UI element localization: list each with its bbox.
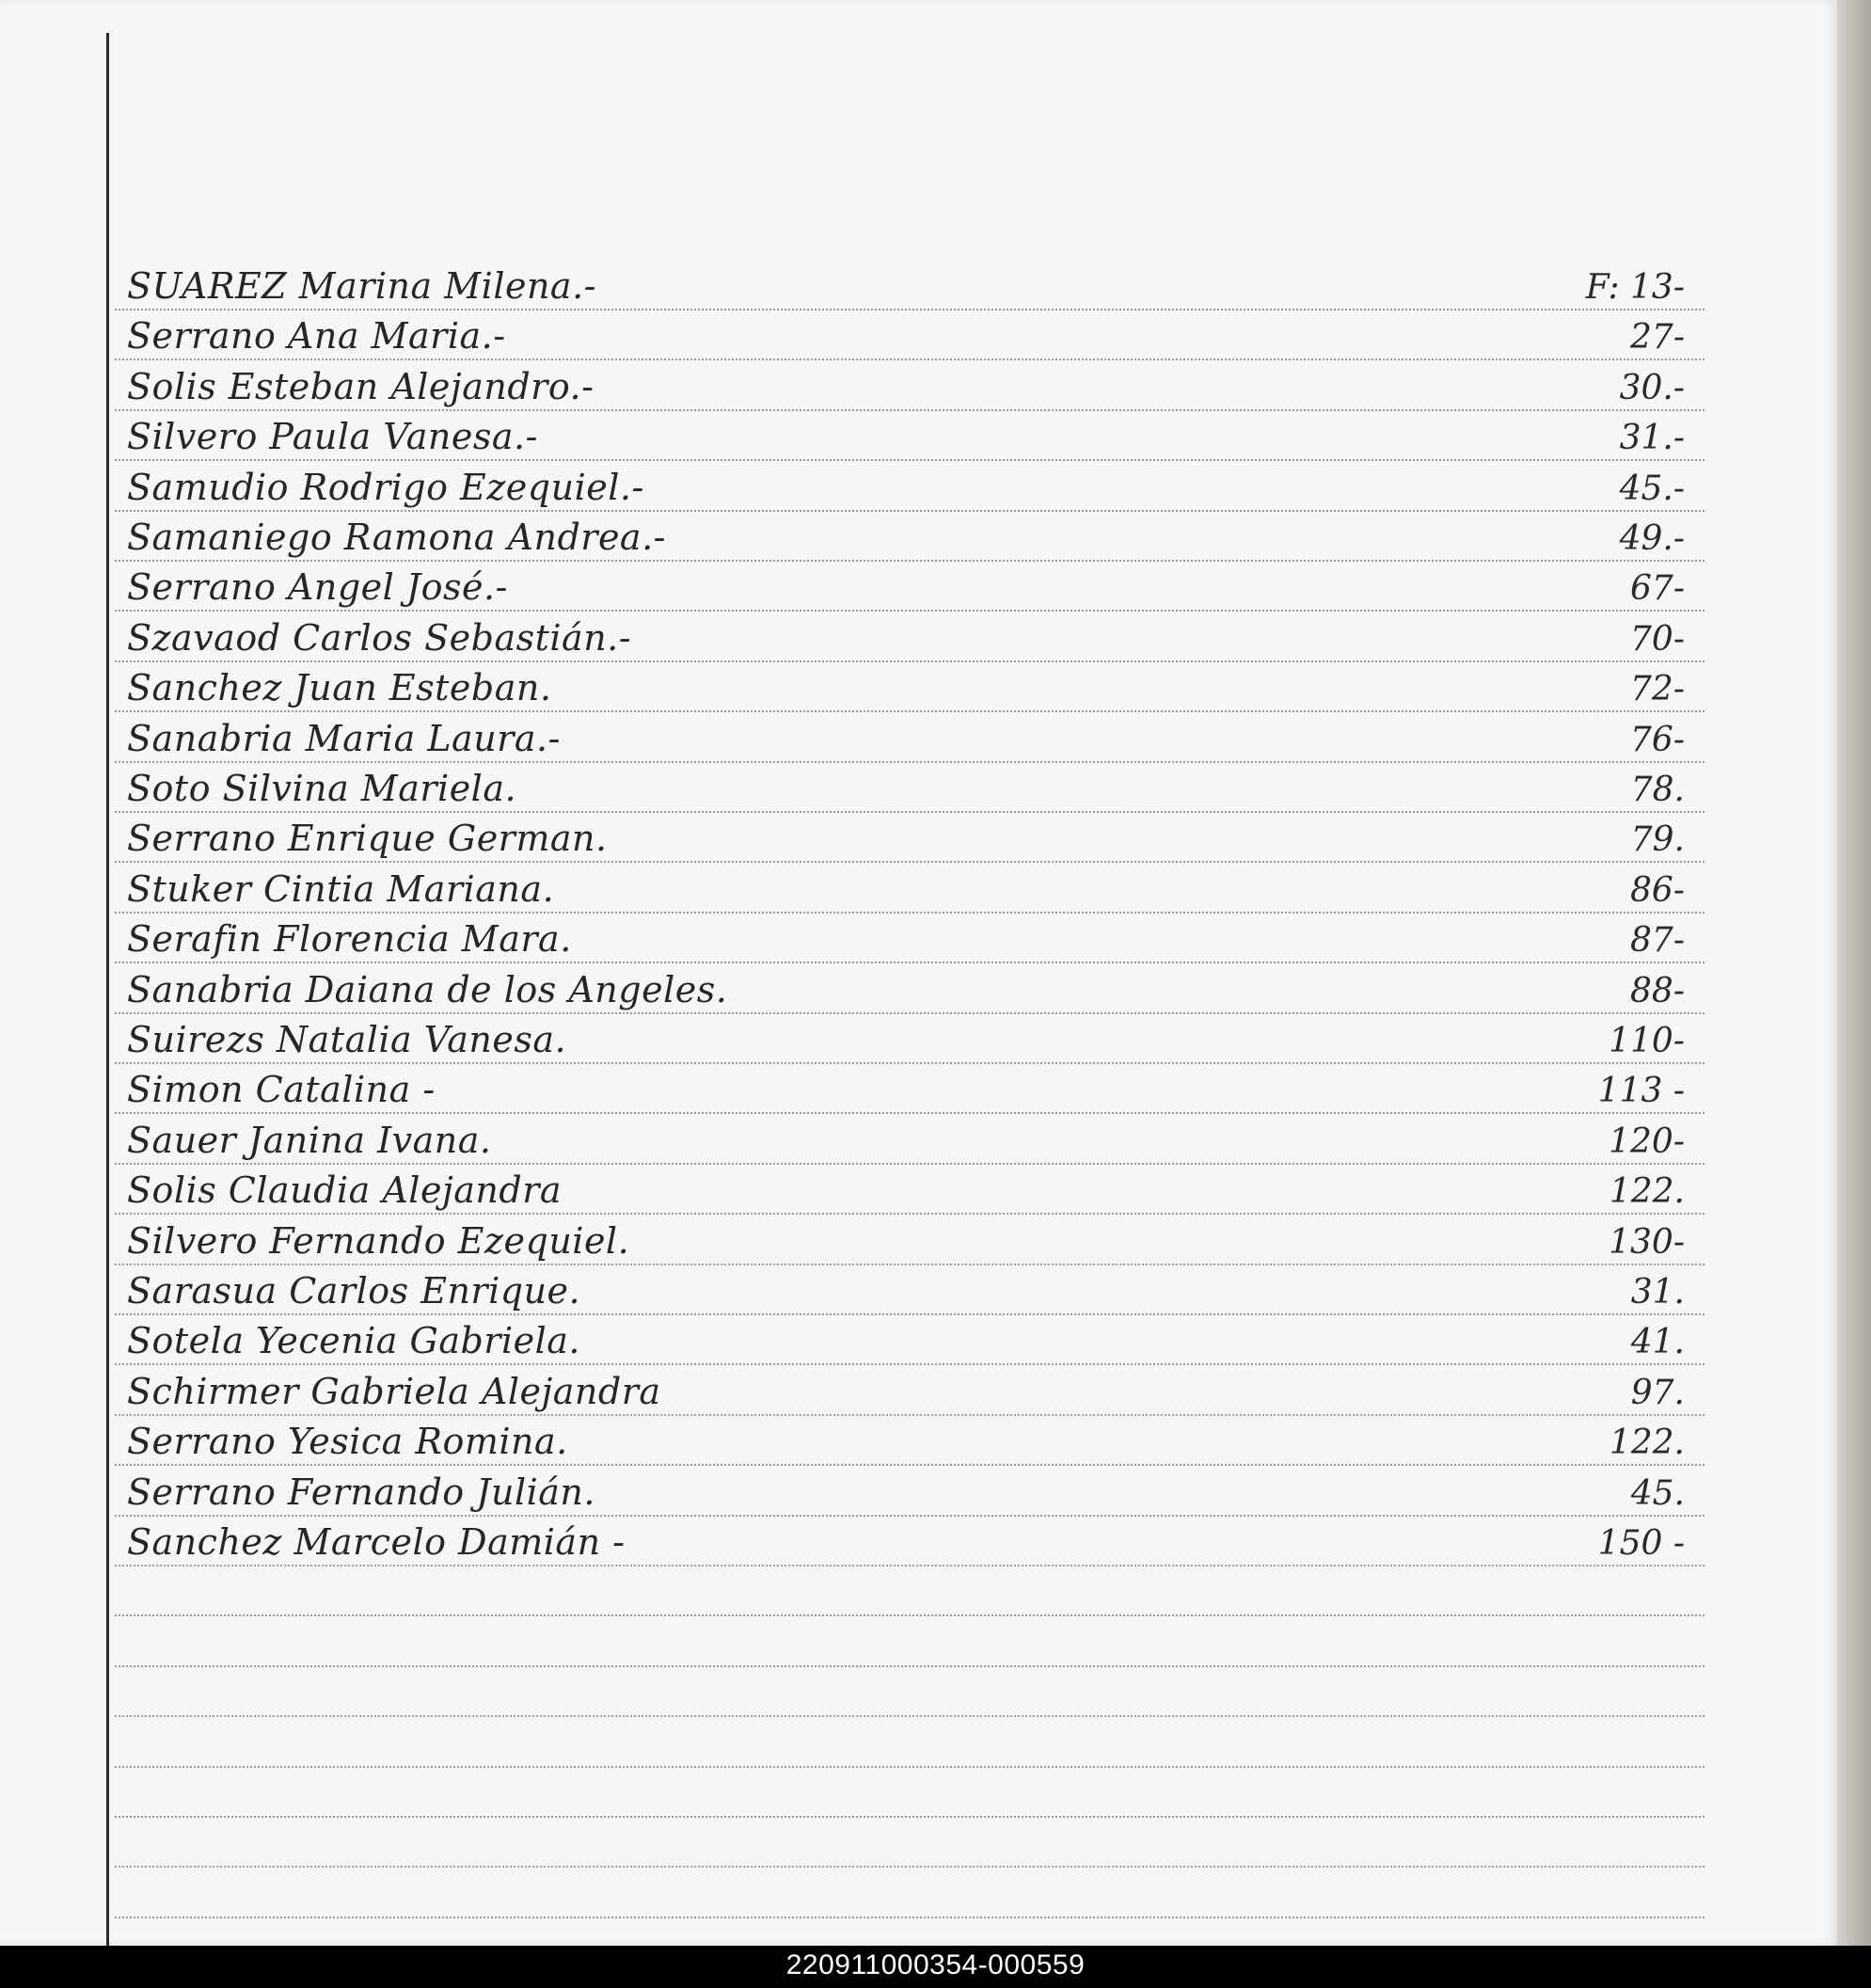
entry-folio: 79. [1630, 820, 1685, 860]
entry-folio: 49.- [1619, 519, 1685, 558]
ruled-line [115, 1866, 1705, 1868]
document-id: 220911000354-000559 [785, 1949, 1086, 1980]
ledger-entry [0, 410, 1837, 459]
entry-folio: 86- [1630, 870, 1685, 910]
ledger-entry [0, 1466, 1837, 1515]
entry-name: Serafin Florencia Mara. [127, 918, 572, 961]
ledger-entry [0, 561, 1837, 610]
entry-name: Serrano Fernando Julián. [127, 1471, 595, 1513]
footer-bar [0, 1946, 1871, 1988]
entry-name: Sanchez Juan Esteban. [127, 667, 552, 709]
ledger-entry [0, 1415, 1837, 1464]
ledger-entry [0, 863, 1837, 912]
entry-folio: 97. [1630, 1373, 1685, 1412]
ledger-entry [0, 913, 1837, 962]
ruled-line [115, 1614, 1705, 1616]
entry-name: Stuker Cintia Mariana. [127, 867, 555, 910]
ledger-entry [0, 461, 1837, 510]
ruled-line [115, 1766, 1705, 1768]
entry-name: Sotela Yecenia Gabriela. [127, 1320, 580, 1362]
entry-folio: 130- [1609, 1222, 1685, 1262]
entry-folio: 72- [1630, 670, 1685, 709]
ledger-entry [0, 1215, 1837, 1264]
ruled-line [115, 1816, 1705, 1818]
ledger-entry [0, 661, 1837, 710]
ledger-entry [0, 1516, 1837, 1565]
entry-folio: F: 13- [1585, 268, 1685, 307]
entry-folio: 76- [1630, 720, 1685, 759]
entry-folio: 31. [1630, 1273, 1685, 1312]
ruled-line [115, 1665, 1705, 1667]
page-stack-edge [1837, 0, 1871, 1946]
entry-folio: 88- [1630, 971, 1685, 1010]
entry-folio: 120- [1609, 1121, 1685, 1161]
entry-name: Sanabria Maria Laura.- [127, 717, 561, 759]
entry-name: Solis Esteban Alejandro.- [127, 365, 595, 407]
ruled-line [115, 1715, 1705, 1717]
entry-name: Samudio Rodrigo Ezequiel.- [127, 466, 644, 508]
ledger-entry [0, 1365, 1837, 1414]
ledger-entry [0, 360, 1837, 409]
ledger-entry [0, 1063, 1837, 1112]
entry-folio: 87- [1630, 921, 1685, 961]
entry-folio: 110- [1609, 1022, 1685, 1060]
entry-folio: 78. [1630, 771, 1685, 809]
ledger-entry [0, 1164, 1837, 1213]
entry-name: Suirezs Natalia Vanesa. [127, 1019, 567, 1060]
entry-name: Silvero Paula Vanesa.- [127, 416, 538, 458]
entry-folio: 41. [1630, 1323, 1685, 1362]
ledger-entry [0, 612, 1837, 660]
entry-name: Sarasua Carlos Enrique. [127, 1270, 581, 1312]
entry-folio: 31.- [1619, 419, 1685, 458]
entry-folio: 45. [1630, 1473, 1685, 1513]
entry-name: Serrano Enrique German. [127, 818, 608, 860]
ruled-line [115, 1565, 1705, 1567]
entry-folio: 45.- [1619, 469, 1685, 508]
entry-name: Sanchez Marcelo Damián - [127, 1521, 626, 1563]
ledger-entry [0, 762, 1837, 811]
ledger-entry [0, 260, 1837, 309]
entry-name: Solis Claudia Alejandra [127, 1169, 563, 1212]
entry-name: Simon Catalina - [127, 1069, 436, 1111]
entry-folio: 27- [1630, 318, 1685, 358]
ruled-line [115, 1916, 1705, 1918]
ledger-entry [0, 1264, 1837, 1313]
entry-name: Serrano Ana Maria.- [127, 315, 506, 358]
ledger-entry [0, 963, 1837, 1012]
ledger-entry [0, 1013, 1837, 1062]
ledger-entry [0, 1314, 1837, 1363]
entry-folio: 70- [1630, 619, 1685, 659]
entry-name: Sauer Janina Ivana. [127, 1119, 492, 1161]
entry-folio: 122. [1609, 1423, 1685, 1463]
entry-name: Soto Silvina Mariela. [127, 768, 517, 809]
entry-folio: 67- [1630, 569, 1685, 609]
entry-folio: 122. [1609, 1172, 1685, 1212]
entry-name: SUAREZ Marina Milena.- [127, 265, 597, 307]
ledger-entry [0, 310, 1837, 358]
ledger-entry [0, 511, 1837, 560]
entry-name: Sanabria Daiana de los Angeles. [127, 968, 728, 1010]
entry-name: Samaniego Ramona Andrea.- [127, 517, 666, 558]
entry-folio: 113 - [1597, 1072, 1685, 1111]
entry-name: Schirmer Gabriela Alejandra [127, 1370, 661, 1412]
entry-name: Serrano Yesica Romina. [127, 1421, 568, 1463]
ledger-entry [0, 812, 1837, 861]
ledger-entry [0, 712, 1837, 761]
ledger-entry [0, 1114, 1837, 1163]
entry-folio: 30.- [1619, 368, 1685, 407]
entry-name: Serrano Angel José.- [127, 566, 508, 609]
entry-folio: 150 - [1597, 1524, 1685, 1563]
entry-name: Silvero Fernando Ezequiel. [127, 1219, 630, 1262]
entry-name: Szavaod Carlos Sebastián.- [127, 616, 632, 659]
